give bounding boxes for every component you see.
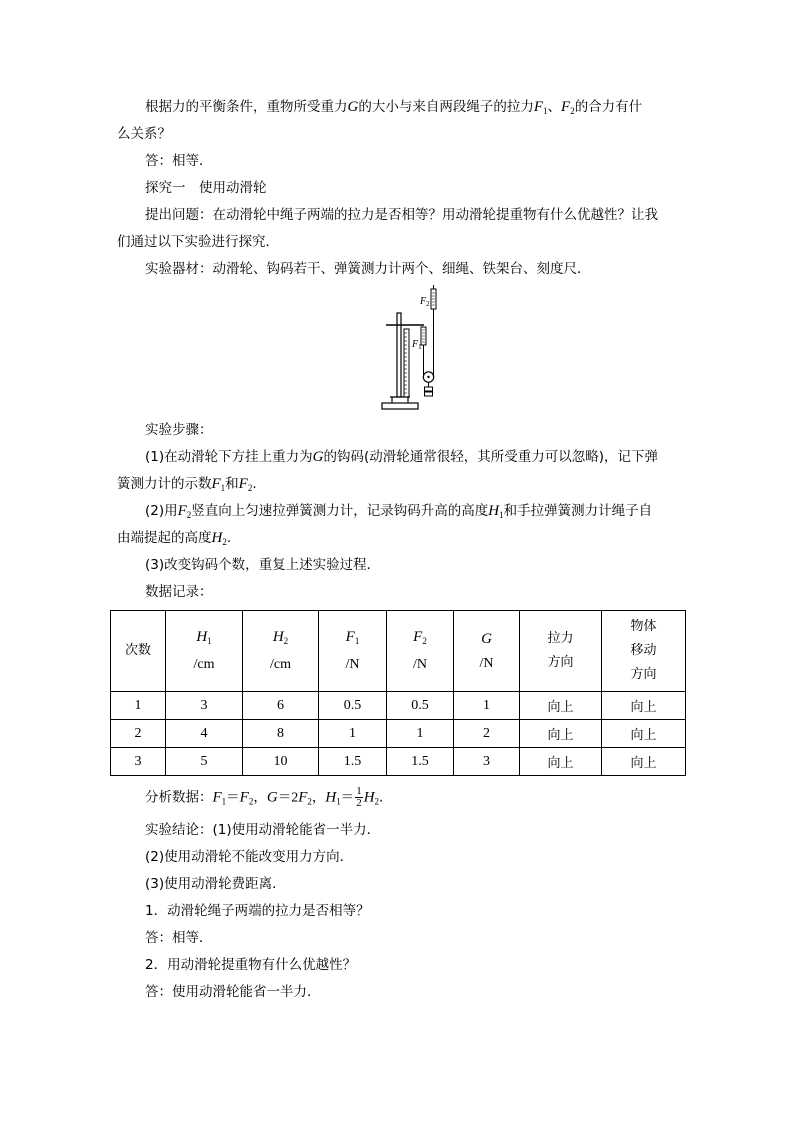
data-title: 数据记录： xyxy=(145,584,213,600)
equipment-line: 实验器材：动滑轮、钩码若干、弹簧测力计两个、细绳、铁架台、刻度尺． xyxy=(145,261,591,277)
header-h2: $H_2$ /cm xyxy=(243,611,319,692)
label-f1: $F_1$ xyxy=(412,339,422,351)
analysis-line: 分析数据：$F_1=F_2$，$G=2F_2$，$H_1=$ $\frac{1}{2}$ $H_2$. xyxy=(145,785,384,809)
table-row: 1 3 6 0.5 0.5 1 向上 向上 xyxy=(111,692,686,720)
header-count: 次数 xyxy=(111,611,166,692)
header-f1: $F_1$ /N xyxy=(319,611,387,692)
fraction-one-half: $\frac{1}{2}$ xyxy=(356,785,362,809)
hook-weight-1 xyxy=(425,387,433,391)
intro-line-1: 根据力的平衡条件，重物所受重力G的大小与来自两段绳子的拉力$F_1$、$F_2$的合力有什 xyxy=(145,99,643,116)
step-3: (3)改变钩码个数，重复上述实验过程． xyxy=(145,557,381,573)
section-title: 探究一 使用动滑轮 xyxy=(145,180,267,196)
label-f2: $F_2$ xyxy=(420,296,430,308)
steps-title: 实验步骤： xyxy=(145,422,213,438)
table-row: 3 5 10 1.5 1.5 3 向上 向上 xyxy=(111,748,686,776)
intro-line-2: 么关系？ xyxy=(117,126,171,142)
question-1: 1．动滑轮绳子两端的拉力是否相等？ xyxy=(145,903,370,919)
stand-base xyxy=(382,403,418,409)
answer-1: 答：相等． xyxy=(145,930,213,946)
header-g: G /N xyxy=(454,611,520,692)
hook-weight-2 xyxy=(425,392,433,396)
answer-2: 答：使用动滑轮能省一半力． xyxy=(145,984,321,1000)
ruler xyxy=(404,329,409,397)
conclusion-3: (3)使用动滑轮费距离． xyxy=(145,876,286,892)
table-row: 2 4 8 1 1 2 向上 向上 xyxy=(111,720,686,748)
question-2: 2．用动滑轮提重物有什么优越性？ xyxy=(145,957,357,973)
conclusion-1: 实验结论：(1)使用动滑轮能省一半力． xyxy=(145,822,381,838)
step-1-line-2: 簧测力计的示数$F_1$和$F_2$. xyxy=(117,476,257,493)
step-1-line-1: (1)在动滑轮下方挂上重力为G的钩码(动滑轮通常很轻，其所受重力可以忽略)，记下弹 xyxy=(145,449,659,465)
question-line-1: 提出问题：在动滑轮中绳子两端的拉力是否相等？用动滑轮提重物有什么优越性？让我 xyxy=(145,207,658,223)
header-h1: $H_1$ /cm xyxy=(166,611,243,692)
question-line-2: 们通过以下实验进行探究． xyxy=(117,234,279,250)
step-2-line-2: 由端提起的高度$H_2$. xyxy=(117,530,232,547)
header-object-direction: 物体 移动 方向 xyxy=(602,611,686,692)
step-2-line-1: (2)用$F_2$竖直向上匀速拉弹簧测力计，记录钩码升高的高度$H_1$和手拉弹簧测力计绳子自 xyxy=(145,503,653,520)
table-header-row xyxy=(111,611,686,692)
conclusion-2: (2)使用动滑轮不能改变用力方向． xyxy=(145,849,354,865)
pulley-apparatus-figure xyxy=(378,285,448,413)
header-f2: $F_2$ /N xyxy=(387,611,454,692)
header-force-direction: 拉力 方向 xyxy=(520,611,602,692)
data-table xyxy=(110,610,686,776)
intro-answer: 答：相等． xyxy=(145,153,213,169)
